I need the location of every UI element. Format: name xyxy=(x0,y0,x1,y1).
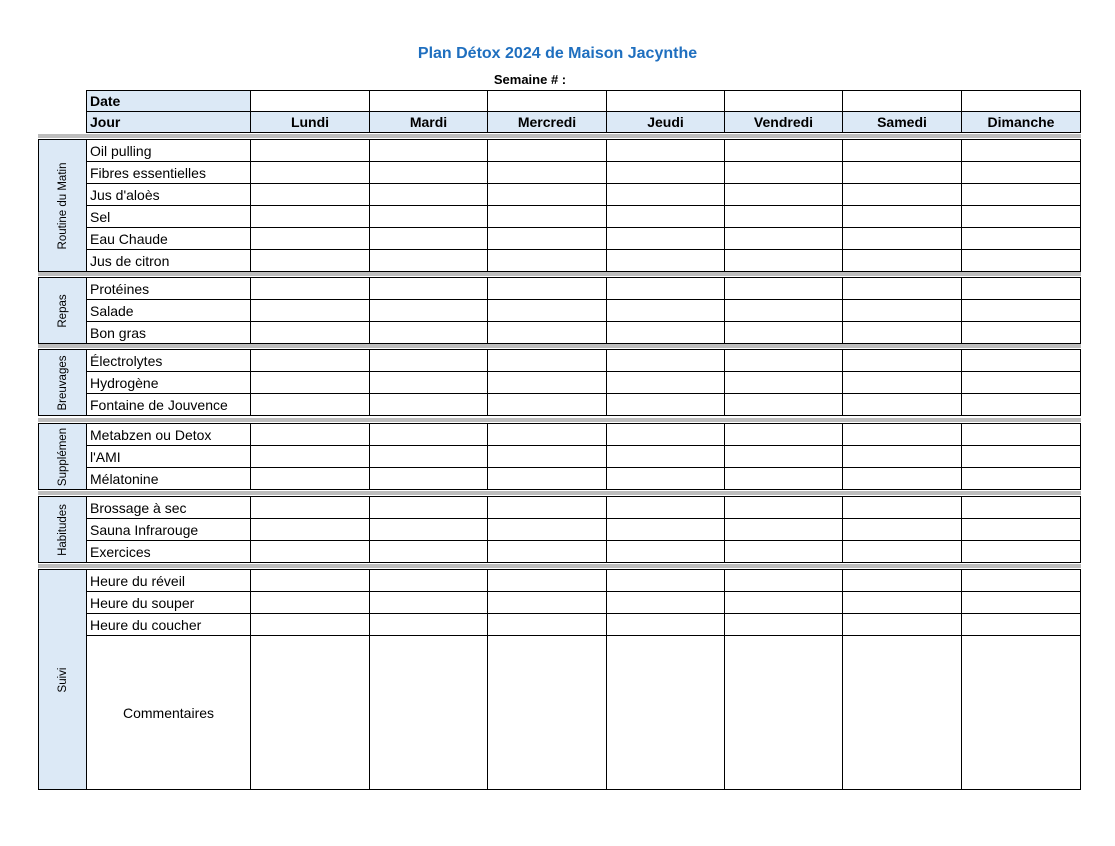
day-cell[interactable] xyxy=(725,162,843,184)
day-cell[interactable] xyxy=(251,497,370,519)
day-cell[interactable] xyxy=(725,592,843,614)
date-cell[interactable] xyxy=(370,91,488,112)
day-cell[interactable] xyxy=(370,278,488,300)
date-cell[interactable] xyxy=(251,91,370,112)
comment-cell[interactable] xyxy=(251,636,370,790)
day-cell[interactable] xyxy=(607,519,725,541)
comment-cell[interactable] xyxy=(843,636,962,790)
day-cell[interactable] xyxy=(370,162,488,184)
section-separator xyxy=(38,564,1081,568)
item-label: Heure du coucher xyxy=(87,614,251,636)
day-cell[interactable] xyxy=(725,278,843,300)
item-label: Fontaine de Jouvence xyxy=(87,394,251,416)
section-separator xyxy=(38,491,1081,495)
day-cell[interactable] xyxy=(725,468,843,490)
date-cell[interactable] xyxy=(843,91,962,112)
item-label: Salade xyxy=(87,300,251,322)
day-cell[interactable] xyxy=(251,322,370,344)
day-cell[interactable] xyxy=(607,206,725,228)
day-cell[interactable] xyxy=(843,206,962,228)
day-cell[interactable] xyxy=(725,497,843,519)
day-cell[interactable] xyxy=(843,468,962,490)
day-cell[interactable] xyxy=(607,592,725,614)
item-label: Hydrogène xyxy=(87,372,251,394)
day-cell[interactable] xyxy=(843,372,962,394)
day-cell[interactable] xyxy=(251,140,370,162)
day-cell[interactable] xyxy=(251,424,370,446)
day-cell[interactable] xyxy=(488,350,607,372)
day-cell[interactable] xyxy=(843,541,962,563)
tracker-row xyxy=(39,519,1081,541)
day-cell[interactable] xyxy=(607,228,725,250)
tracker-row xyxy=(39,228,1081,250)
day-cell[interactable] xyxy=(370,228,488,250)
day-cell[interactable] xyxy=(370,322,488,344)
tracker-row xyxy=(39,372,1081,394)
day-cell[interactable] xyxy=(607,446,725,468)
day-cell[interactable] xyxy=(843,278,962,300)
day-cell[interactable] xyxy=(251,519,370,541)
day-cell[interactable] xyxy=(962,614,1081,636)
section-label: Habitudes xyxy=(56,503,69,556)
day-cell[interactable] xyxy=(488,162,607,184)
day-header-dimanche: Dimanche xyxy=(962,112,1081,133)
item-label: Jus d'aloès xyxy=(87,184,251,206)
item-label: Eau Chaude xyxy=(87,228,251,250)
day-cell[interactable] xyxy=(251,394,370,416)
section-separator xyxy=(38,344,1081,348)
section-label-cell xyxy=(39,278,87,344)
section-label-cell xyxy=(39,424,87,490)
day-cell[interactable] xyxy=(251,592,370,614)
day-cell[interactable] xyxy=(251,228,370,250)
day-cell[interactable] xyxy=(962,424,1081,446)
day-cell[interactable] xyxy=(607,300,725,322)
day-cell[interactable] xyxy=(725,140,843,162)
day-cell[interactable] xyxy=(725,250,843,272)
comment-cell[interactable] xyxy=(725,636,843,790)
day-cell[interactable] xyxy=(962,162,1081,184)
header-table xyxy=(86,90,1081,133)
section-label: Repas xyxy=(56,293,69,328)
tracker-row xyxy=(39,468,1081,490)
day-cell[interactable] xyxy=(607,372,725,394)
section-separator xyxy=(38,134,1081,138)
day-cell[interactable] xyxy=(370,350,488,372)
day-header-samedi: Samedi xyxy=(843,112,962,133)
day-cell[interactable] xyxy=(843,300,962,322)
day-cell[interactable] xyxy=(843,446,962,468)
item-label: Brossage à sec xyxy=(87,497,251,519)
date-cell[interactable] xyxy=(962,91,1081,112)
day-cell[interactable] xyxy=(607,162,725,184)
tracker-row xyxy=(39,184,1081,206)
day-cell[interactable] xyxy=(962,322,1081,344)
day-cell[interactable] xyxy=(370,614,488,636)
day-cell[interactable] xyxy=(488,300,607,322)
item-label: Fibres essentielles xyxy=(87,162,251,184)
tracker-row xyxy=(39,497,1081,519)
item-label: Bon gras xyxy=(87,322,251,344)
day-cell[interactable] xyxy=(488,446,607,468)
day-cell[interactable] xyxy=(962,250,1081,272)
comment-cell[interactable] xyxy=(962,636,1081,790)
day-cell[interactable] xyxy=(488,372,607,394)
section-separator xyxy=(38,418,1081,422)
date-row xyxy=(87,91,1081,112)
day-cell[interactable] xyxy=(962,394,1081,416)
tracker-row xyxy=(39,424,1081,446)
day-cell[interactable] xyxy=(843,424,962,446)
section-label-cell xyxy=(39,140,87,272)
day-cell[interactable] xyxy=(251,250,370,272)
day-cell[interactable] xyxy=(962,372,1081,394)
day-cell[interactable] xyxy=(251,446,370,468)
day-header-jeudi: Jeudi xyxy=(607,112,725,133)
day-cell[interactable] xyxy=(725,541,843,563)
item-label: Électrolytes xyxy=(87,350,251,372)
day-cell[interactable] xyxy=(370,140,488,162)
section-separator xyxy=(38,272,1081,276)
day-cell[interactable] xyxy=(488,278,607,300)
day-cell[interactable] xyxy=(607,350,725,372)
day-cell[interactable] xyxy=(370,300,488,322)
day-cell[interactable] xyxy=(370,592,488,614)
tracker-row xyxy=(39,592,1081,614)
day-cell[interactable] xyxy=(488,184,607,206)
day-cell[interactable] xyxy=(962,468,1081,490)
comment-cell[interactable] xyxy=(488,636,607,790)
section-label: Supplémen xyxy=(56,427,69,486)
section-label: Suivi xyxy=(56,667,69,692)
day-cell[interactable] xyxy=(843,614,962,636)
day-cell[interactable] xyxy=(962,570,1081,592)
section-table xyxy=(38,496,1081,563)
section-table xyxy=(38,139,1081,272)
tracker-row xyxy=(39,140,1081,162)
day-cell[interactable] xyxy=(251,468,370,490)
day-cell[interactable] xyxy=(725,184,843,206)
section-label: Breuvages xyxy=(56,355,69,410)
item-label: Exercices xyxy=(87,541,251,563)
day-cell[interactable] xyxy=(251,372,370,394)
day-cell[interactable] xyxy=(843,497,962,519)
day-cell[interactable] xyxy=(370,497,488,519)
tracker-row xyxy=(39,162,1081,184)
date-cell[interactable] xyxy=(725,91,843,112)
day-cell[interactable] xyxy=(488,497,607,519)
day-cell[interactable] xyxy=(370,519,488,541)
week-number-label: Semaine # : xyxy=(493,72,567,87)
day-cell[interactable] xyxy=(607,541,725,563)
section-table xyxy=(38,349,1081,416)
day-cell[interactable] xyxy=(488,592,607,614)
tracker-row xyxy=(39,250,1081,272)
day-cell[interactable] xyxy=(843,250,962,272)
day-cell[interactable] xyxy=(843,184,962,206)
day-cell[interactable] xyxy=(607,322,725,344)
day-cell[interactable] xyxy=(488,394,607,416)
tracker-row xyxy=(39,278,1081,300)
date-label: Date xyxy=(87,91,251,112)
day-cell[interactable] xyxy=(725,614,843,636)
day-cell[interactable] xyxy=(370,468,488,490)
day-cell[interactable] xyxy=(725,424,843,446)
section-label-cell xyxy=(39,497,87,563)
day-cell[interactable] xyxy=(962,519,1081,541)
section-table xyxy=(38,569,1081,790)
day-cell[interactable] xyxy=(370,184,488,206)
day-cell[interactable] xyxy=(962,184,1081,206)
day-cell[interactable] xyxy=(251,278,370,300)
day-cell[interactable] xyxy=(607,394,725,416)
day-cell[interactable] xyxy=(251,184,370,206)
day-cell[interactable] xyxy=(962,140,1081,162)
day-cell[interactable] xyxy=(725,300,843,322)
day-cell[interactable] xyxy=(607,424,725,446)
day-cell[interactable] xyxy=(725,394,843,416)
day-cell[interactable] xyxy=(488,541,607,563)
day-cell[interactable] xyxy=(370,446,488,468)
item-label: Heure du réveil xyxy=(87,570,251,592)
day-cell[interactable] xyxy=(370,372,488,394)
comment-cell[interactable] xyxy=(370,636,488,790)
day-cell[interactable] xyxy=(725,570,843,592)
tracker-row xyxy=(39,300,1081,322)
comment-cell[interactable] xyxy=(607,636,725,790)
page-title: Plan Détox 2024 de Maison Jacynthe xyxy=(417,45,698,62)
day-cell[interactable] xyxy=(251,206,370,228)
comments-label: Commentaires xyxy=(87,636,251,790)
day-cell[interactable] xyxy=(725,322,843,344)
comments-row xyxy=(39,636,1081,790)
day-header-lundi: Lundi xyxy=(251,112,370,133)
item-label: Heure du souper xyxy=(87,592,251,614)
day-cell[interactable] xyxy=(370,541,488,563)
day-cell[interactable] xyxy=(843,228,962,250)
day-cell[interactable] xyxy=(725,350,843,372)
day-cell[interactable] xyxy=(607,184,725,206)
day-cell[interactable] xyxy=(251,300,370,322)
item-label: Jus de citron xyxy=(87,250,251,272)
day-cell[interactable] xyxy=(725,446,843,468)
tracker-row xyxy=(39,446,1081,468)
day-cell[interactable] xyxy=(607,614,725,636)
day-cell[interactable] xyxy=(607,497,725,519)
day-cell[interactable] xyxy=(488,250,607,272)
day-cell[interactable] xyxy=(843,322,962,344)
day-cell[interactable] xyxy=(962,350,1081,372)
day-cell[interactable] xyxy=(962,278,1081,300)
day-cell[interactable] xyxy=(962,541,1081,563)
day-cell[interactable] xyxy=(725,519,843,541)
section-label-cell xyxy=(39,570,87,790)
day-cell[interactable] xyxy=(251,614,370,636)
day-cell[interactable] xyxy=(843,592,962,614)
item-label: Mélatonine xyxy=(87,468,251,490)
day-row xyxy=(87,112,1081,133)
day-cell[interactable] xyxy=(725,372,843,394)
day-cell[interactable] xyxy=(607,250,725,272)
day-cell[interactable] xyxy=(370,570,488,592)
day-header-mardi: Mardi xyxy=(370,112,488,133)
day-cell[interactable] xyxy=(725,228,843,250)
day-cell[interactable] xyxy=(370,250,488,272)
day-cell[interactable] xyxy=(370,206,488,228)
tracker-row xyxy=(39,614,1081,636)
section-table xyxy=(38,423,1081,490)
date-cell[interactable] xyxy=(607,91,725,112)
section-label-cell xyxy=(39,350,87,416)
day-cell[interactable] xyxy=(488,519,607,541)
day-cell[interactable] xyxy=(607,278,725,300)
day-cell[interactable] xyxy=(962,446,1081,468)
section-table xyxy=(38,277,1081,344)
day-cell[interactable] xyxy=(725,206,843,228)
day-header-vendredi: Vendredi xyxy=(725,112,843,133)
day-cell[interactable] xyxy=(488,614,607,636)
day-cell[interactable] xyxy=(488,570,607,592)
tracker-row xyxy=(39,570,1081,592)
tracker-row xyxy=(39,322,1081,344)
tracker-row xyxy=(39,350,1081,372)
day-cell[interactable] xyxy=(607,570,725,592)
day-cell[interactable] xyxy=(251,541,370,563)
day-cell[interactable] xyxy=(488,206,607,228)
day-cell[interactable] xyxy=(607,468,725,490)
item-label: Protéines xyxy=(87,278,251,300)
day-cell[interactable] xyxy=(962,497,1081,519)
day-cell[interactable] xyxy=(843,519,962,541)
item-label: Oil pulling xyxy=(87,140,251,162)
day-cell[interactable] xyxy=(370,424,488,446)
day-cell[interactable] xyxy=(962,206,1081,228)
item-label: Metabzen ou Detox xyxy=(87,424,251,446)
day-cell[interactable] xyxy=(488,140,607,162)
day-cell[interactable] xyxy=(488,322,607,344)
day-cell[interactable] xyxy=(488,468,607,490)
day-cell[interactable] xyxy=(251,162,370,184)
day-cell[interactable] xyxy=(488,424,607,446)
day-cell[interactable] xyxy=(843,140,962,162)
item-label: Sauna Infrarouge xyxy=(87,519,251,541)
tracker-row xyxy=(39,206,1081,228)
tracker-row xyxy=(39,541,1081,563)
day-cell[interactable] xyxy=(962,300,1081,322)
day-cell[interactable] xyxy=(962,592,1081,614)
item-label: l'AMI xyxy=(87,446,251,468)
day-cell[interactable] xyxy=(843,570,962,592)
day-cell[interactable] xyxy=(843,350,962,372)
date-cell[interactable] xyxy=(488,91,607,112)
day-header-mercredi: Mercredi xyxy=(488,112,607,133)
day-cell[interactable] xyxy=(370,394,488,416)
day-cell[interactable] xyxy=(843,162,962,184)
day-cell[interactable] xyxy=(607,140,725,162)
tracker-row xyxy=(39,394,1081,416)
day-cell[interactable] xyxy=(251,350,370,372)
item-label: Sel xyxy=(87,206,251,228)
day-cell[interactable] xyxy=(843,394,962,416)
section-label: Routine du Matin xyxy=(56,162,69,249)
day-cell[interactable] xyxy=(251,570,370,592)
day-cell[interactable] xyxy=(962,228,1081,250)
day-label: Jour xyxy=(87,112,251,133)
day-cell[interactable] xyxy=(488,228,607,250)
